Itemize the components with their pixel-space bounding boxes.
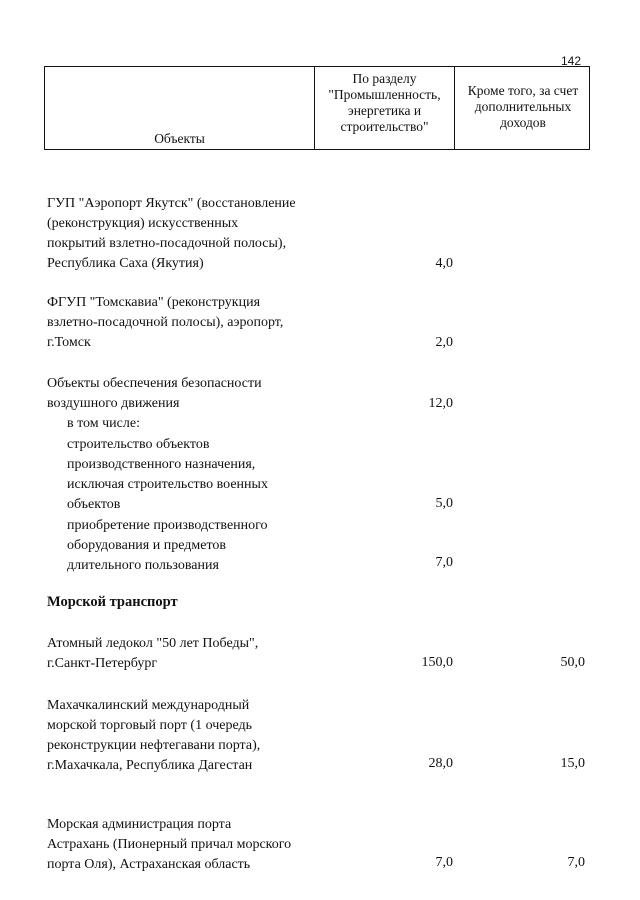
value-section: 2,0	[435, 335, 453, 350]
header-objects: Объекты	[154, 131, 205, 146]
entry-name: ФГУП "Томскавиа" (реконструкция взлетно-посадочной полосы), аэропорт, г.Томск	[47, 295, 284, 350]
section-heading-maritime: Морской транспорт	[47, 594, 178, 610]
value-section: 7,0	[435, 855, 453, 870]
entry-name: Морская администрация порта Астрахань (Пионерный причал морского порта Оля), Астраханская область	[47, 817, 292, 872]
value-section: 4,0	[435, 256, 453, 271]
entry-name: Атомный ледокол "50 лет Победы", г.Санкт-Петербург	[47, 636, 259, 671]
entry-name: Махачкалинский международный морской торговый порт (1 очередь реконструкции нефтегавани порта), г.Махачкала, Республика Дагестан	[47, 698, 261, 773]
header-additional: Кроме того, за счет дополнительных доходов	[467, 83, 579, 130]
value-section: 150,0	[421, 655, 453, 670]
subitem-construction: строительство объектов производственного назначения, исключая строительство военных объектов	[67, 437, 268, 512]
header-section: По разделу "Промышленность, энергетика и строительство"	[328, 71, 441, 134]
value-additional: 15,0	[560, 756, 585, 771]
entry-name: Объекты обеспечения безопасности воздушного движения	[47, 376, 262, 411]
subitem-equipment: приобретение производственного оборудования и предметов длительного пользования	[67, 518, 268, 573]
value-additional: 7,0	[567, 855, 585, 870]
entry-name: ГУП "Аэропорт Якутск" (восстановление (реконструкция) искусственных покрытий взлетно-посадочной полосы), Республика Саха (Якутия)	[47, 196, 296, 271]
subitem-equipment-value: 7,0	[435, 555, 453, 570]
subitem-construction-value: 5,0	[435, 496, 453, 511]
value-section: 12,0	[428, 396, 453, 411]
page-number: 142	[561, 54, 582, 68]
including-label: в том числе:	[67, 416, 140, 431]
value-section: 28,0	[428, 756, 453, 771]
table-header	[44, 66, 590, 150]
value-additional: 50,0	[560, 655, 585, 670]
